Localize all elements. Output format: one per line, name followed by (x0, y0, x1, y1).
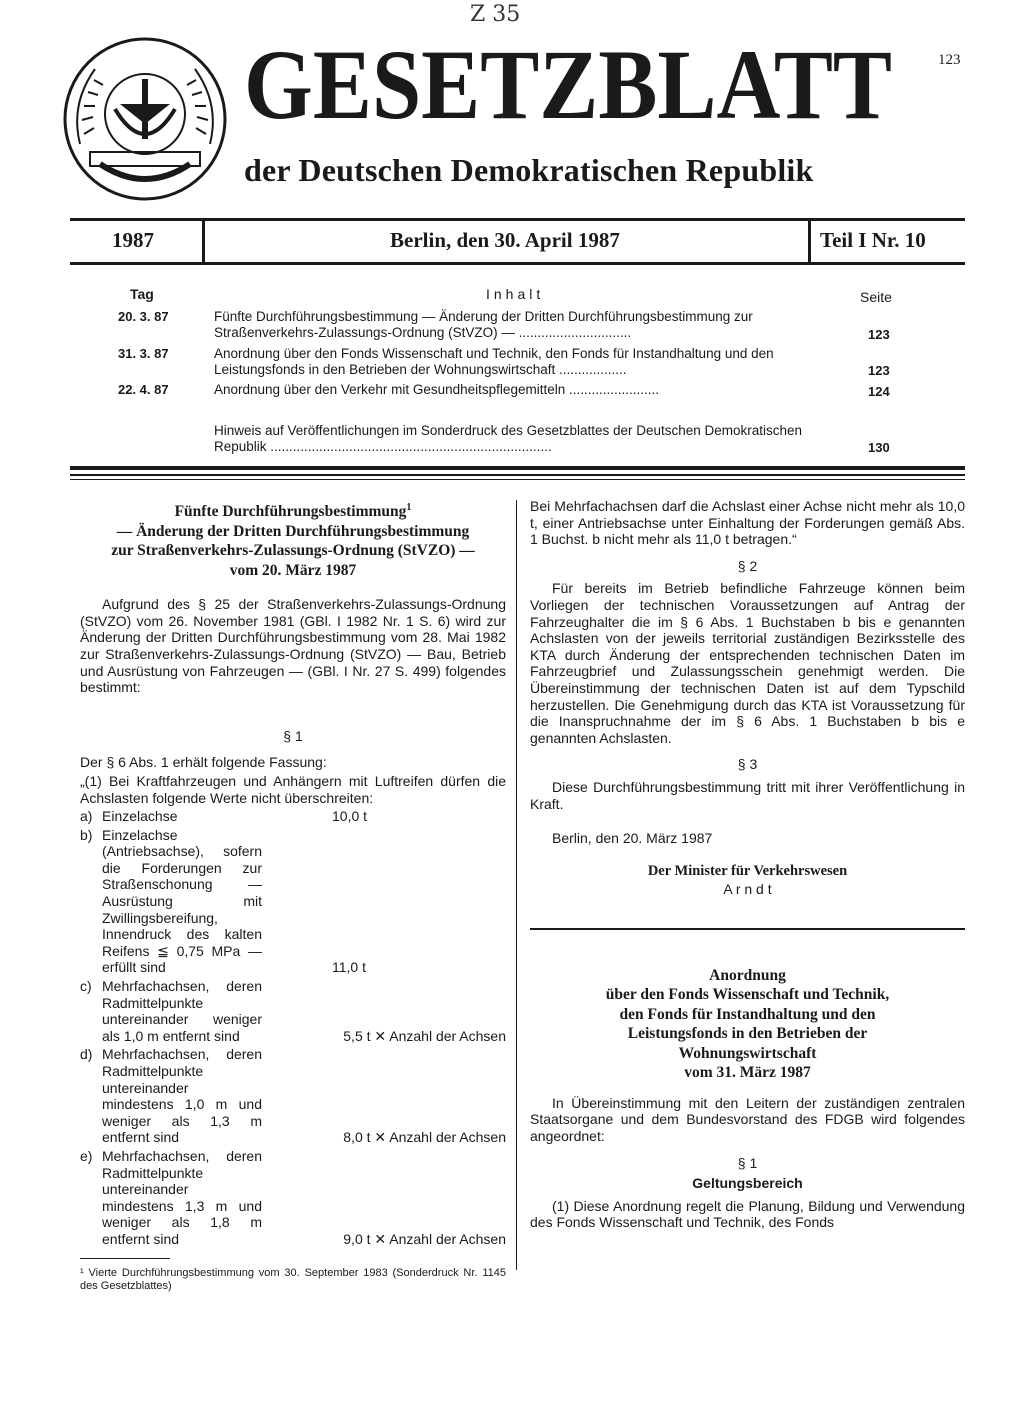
article-intro: Aufgrund des § 25 der Straßenverkehrs-Zulassungs-Ordnung (StVZO) vom 26. November 1981 (GBl. I 1982 Nr. 1 S. 6) wird zur Änderung der Dritten Durchführungsbestimmung vom 28. Mai 1982 zur Straßenverkehrs-Zulassungs-Ordnung (StVZO) — Bau, Betrieb und Ausrüstung von Fahrzeugen — (GBl. I Nr. 27 S. 499) folgendes bestimmt: (80, 596, 506, 696)
masthead-text: GESETZBLATT (244, 40, 892, 122)
page-number: 123 (938, 52, 961, 68)
section-quote: „(1) Bei Kraftfahrzeugen und Anhängern mit Luftreifen dürfen die Achslasten folgende Werte nicht überschreiten: (80, 772, 506, 806)
handwritten-note: Z 35 (470, 2, 521, 27)
issue-date: Berlin, den 30. April 1987 (390, 228, 620, 252)
issue-number: Teil I Nr. 10 (820, 228, 926, 252)
issue-year: 1987 (112, 228, 154, 252)
masthead-subtitle: der Deutschen Demokratischen Republik (244, 152, 814, 188)
article-title: Fünfte Durchführungsbestimmung$^1$ — Änderung der Dritten Durchführungsbestimmung zur Straßenverkehrs-Zulassungs-Ordnung (StVZO) — vom 20. März 1987 (111, 502, 475, 579)
section-heading: § 1 (283, 727, 303, 744)
order-intro: In Übereinstimmung mit den Leitern der zuständigen zentralen Staatsorgane und dem Bundesvorstand des FDGB wird folgendes angeordnet: (530, 1094, 965, 1145)
masthead-title (244, 40, 894, 122)
right-column (530, 498, 965, 1231)
toc-entry-day: 20. 3. 87 (118, 309, 169, 324)
toc-entry-text: Fünfte Durchführungsbestimmung — Änderung der Dritten Durchführungsbestimmung zur Straßenverkehrs-Zulassungs-Ordnung (StVZO) — .............................. (214, 309, 753, 340)
paragraph: Bei Mehrfachachsen darf die Achslast einer Achse nicht mehr als 10,0 t, einer Antriebsachse unter Einhaltung der Forderungen gemäß Abs. 1 Buchst. b nicht mehr als 11,0 t betragen.“ (530, 498, 965, 548)
toc-rule-thin (70, 474, 965, 476)
toc-entry-day: 31. 3. 87 (118, 346, 169, 361)
toc-col-contents: Inhalt (486, 286, 545, 302)
list-item: d) Mehrfachachsen, deren Radmittelpunkte untereinander mindestens 1,0 m und weniger als 1,3 m entfernt sind 8,0 t ✕ Anzahl der Achsen (80, 1046, 506, 1146)
axle-load-list (80, 808, 506, 1247)
signatory-title: Der Minister für Verkehrswesen (647, 862, 848, 879)
header-divider-1 (202, 220, 205, 264)
toc-rule-thick (70, 466, 965, 470)
toc-col-page: Seite (860, 289, 892, 305)
state-emblem-icon (60, 34, 230, 204)
toc-entry-text: Hinweis auf Veröffentlichungen im Sonderdruck des Gesetzblattes der Deutschen Demokratischen Republik ........................................................................... (214, 423, 803, 454)
toc-entry-day: 22. 4. 87 (118, 382, 169, 397)
toc-col-day: Tag (130, 286, 154, 302)
signatory-name: A r n d t (723, 881, 772, 898)
toc-entry-page: 123 (868, 327, 890, 342)
section-heading: § 1 (737, 1154, 758, 1171)
toc-rule-thin-2 (70, 479, 965, 480)
section-title: Geltungsbereich (692, 1175, 803, 1192)
paragraph: Für bereits im Betrieb befindliche Fahrzeuge können beim Vorliegen der technischen Voraussetzungen auf Antrag der Fahrzeughalter die im § 6 Abs. 1 Buchstaben b bis e genannten Achslasten von der jeweils territorial zuständigen Bezirksstelle des KTA durch Änderung der entsprechenden technischen Daten im Fahrzeugbrief und Zulassungsschein genehmigt werden. Die Übereinstimmung der technischen Daten ist auf dem Typschild herzustellen. Die Genehmigung durch das KTA ist Voraussetzung für die Inanspruchnahme der im § 6 Abs. 1 Buchstaben b bis e genannten Achslasten. (530, 580, 965, 746)
toc-entry-text: Anordnung über den Fonds Wissenschaft und Technik, den Fonds für Instandhaltung und den Leistungsfonds in den Betrieben der Wohnungswirtschaft .................. (214, 346, 774, 377)
header-divider-2 (808, 220, 811, 264)
column-separator (516, 500, 517, 1270)
list-item: a) Einzelachse 10,0 t (80, 808, 368, 825)
footnote: ¹ Vierte Durchführungsbestimmung vom 30. September 1983 (Sonderdruck Nr. 1145 des Gesetzblattes) (80, 1266, 506, 1292)
footnote-marker: 1 (406, 502, 412, 513)
footnote-rule (80, 1258, 170, 1259)
place-date: Berlin, den 20. März 1987 (552, 830, 713, 847)
section-heading: § 2 (737, 557, 758, 574)
list-item: b) Einzelachse (Antriebsachse), sofern die Forderungen zur Straßenschonung — Ausrüstung mit Zwillingsbereifung, Innendruck des kalten Reifens ≦ 0,75 MPa — erfüllt sind 11,0 t (80, 826, 366, 976)
list-item: c) Mehrfachachsen, deren Radmittelpunkte untereinander weniger als 1,0 m entfernt sind 5,5 t ✕ Anzahl der Achsen (80, 978, 506, 1044)
section-lead: Der § 6 Abs. 1 erhält folgende Fassung: (80, 754, 327, 771)
toc-entry-page: 124 (868, 384, 890, 399)
toc-entry-page: 130 (868, 440, 890, 455)
article-divider (530, 928, 965, 930)
toc-entry-page: 123 (868, 363, 890, 378)
paragraph: Diese Durchführungsbestimmung tritt mit ihrer Veröffentlichung in Kraft. (530, 778, 965, 812)
left-column (80, 498, 506, 1293)
list-item: e) Mehrfachachsen, deren Radmittelpunkte untereinander mindestens 1,3 m und weniger als 1,8 m entfernt sind 9,0 t ✕ Anzahl der Achsen (80, 1147, 506, 1247)
paragraph: (1) Diese Anordnung regelt die Planung, Bildung und Verwendung des Fonds Wissenschaft und Technik, des Fonds (530, 1197, 965, 1231)
toc-entry-text: Anordnung über den Verkehr mit Gesundheitspflegemitteln ........................ (214, 382, 659, 397)
section-heading: § 3 (737, 756, 758, 773)
order-title: Anordnung über den Fonds Wissenschaft und Technik, den Fonds für Instandhaltung und den Leistungsfonds in den Betrieben der Wohnungswirtschaft vom 31. März 1987 (605, 966, 890, 1082)
